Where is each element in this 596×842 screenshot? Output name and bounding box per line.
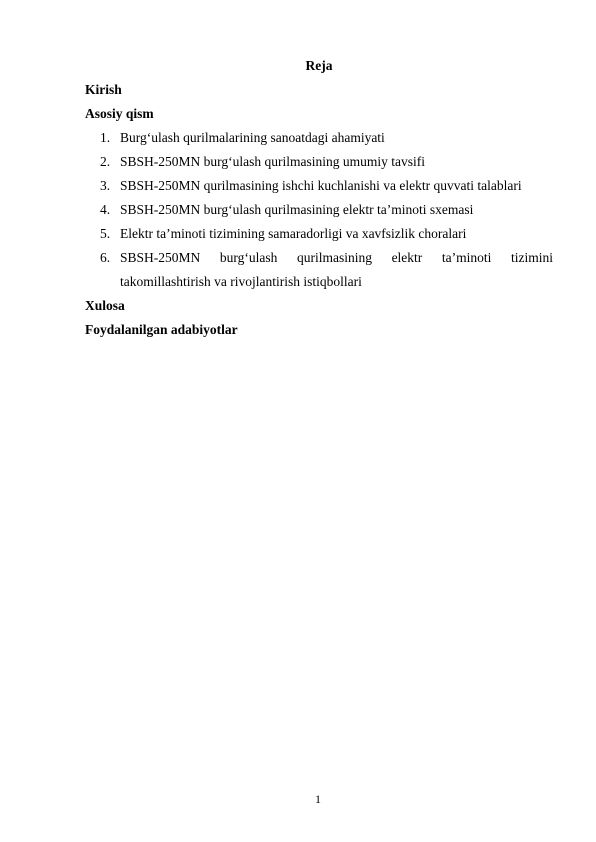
list-item [100,246,553,294]
list-item [100,150,553,174]
list-item-text-line1: SBSH-250MN burg‘ulash qurilmasining elektr ta’minoti tizimini [120,250,553,265]
list-item [100,222,553,246]
section-references: Foydalanilgan adabiyotlar [85,322,238,337]
list-item-text: SBSH-250MN burg‘ulash qurilmasining umumiy tavsifi [120,154,426,169]
list-item [100,126,553,150]
list-item-text: Elektr ta’minoti tizimining samaradorligi va xavfsizlik choralari [120,226,467,241]
list-item [100,174,553,198]
section-intro: Kirish [85,82,122,97]
list-item-number: 2. [100,154,111,169]
section-main-part: Asosiy qism [85,106,154,121]
document-title: Reja [305,58,333,73]
page-number: 1 [315,792,321,806]
list-item-number: 6. [100,250,111,265]
list-item-number: 4. [100,202,111,217]
list-item-number: 3. [100,178,111,193]
list-item [100,198,553,222]
list-item-text [120,246,553,294]
section-conclusion: Xulosa [85,298,125,313]
list-item-text: SBSH-250MN qurilmasining ishchi kuchlanishi va elektr quvvati talablari [120,178,522,193]
list-item-number: 1. [100,130,111,145]
list-item-text: SBSH-250MN burg‘ulash qurilmasining elektr ta’minoti sxemasi [120,202,474,217]
list-item-number: 5. [100,226,111,241]
list-item-text: Burg‘ulash qurilmalarining sanoatdagi ahamiyati [120,130,385,145]
list-item-text-line2: takomillashtirish va rivojlantirish istiqbollari [120,274,362,289]
